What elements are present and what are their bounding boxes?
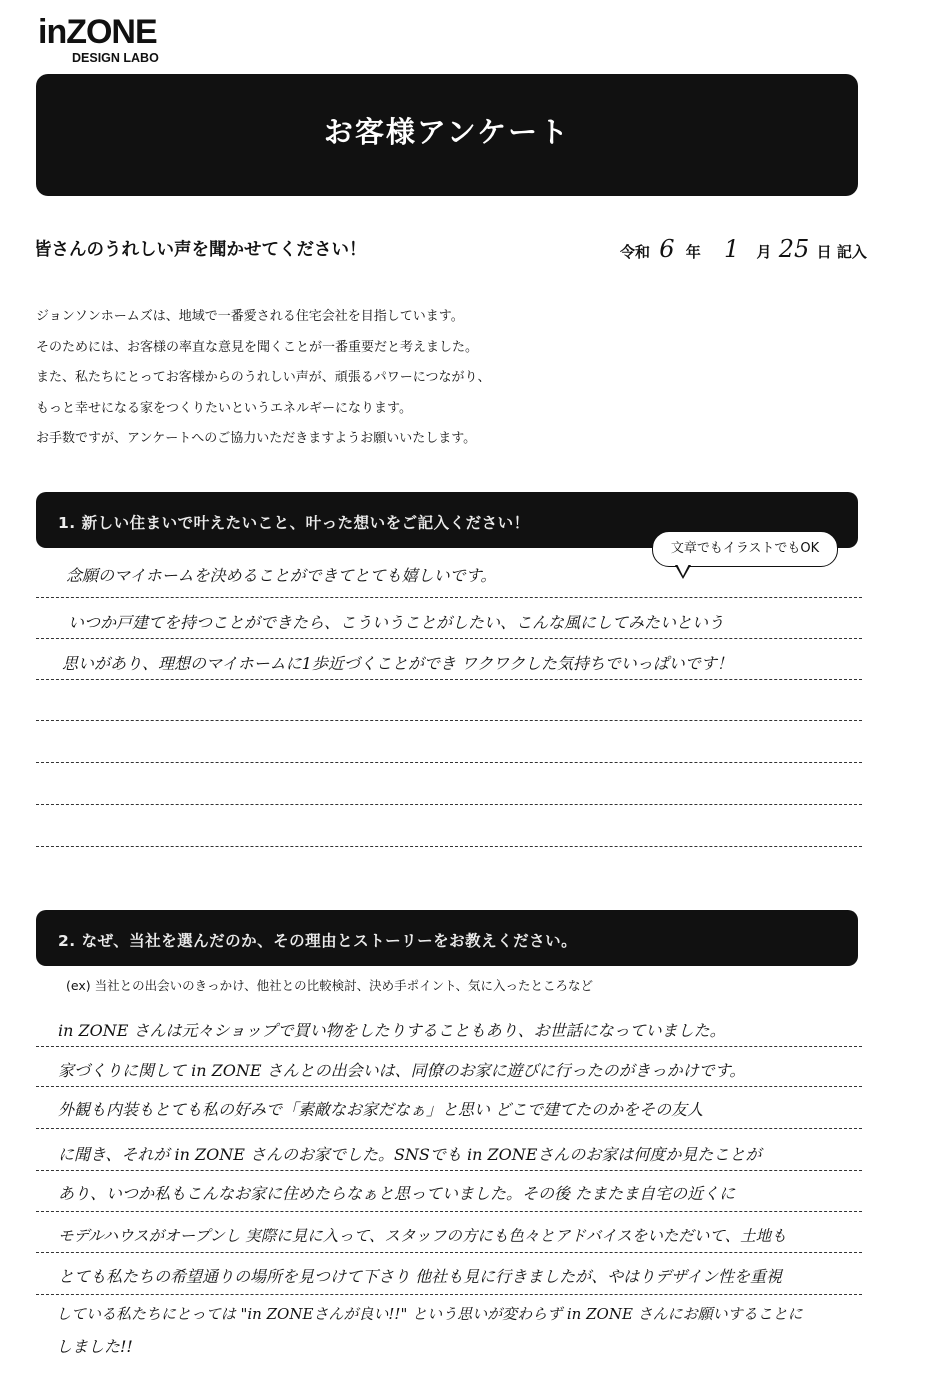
question-2-text: 2. なぜ、当社を選んだのか、その理由とストーリーをお教えください。 <box>58 932 578 950</box>
answer-rule <box>36 762 862 763</box>
section-subtitle: 皆さんのうれしい声を聞かせてください！ <box>34 240 367 260</box>
date-year-value: 6 <box>659 235 675 263</box>
answer-1-line: 念願のマイホームを決めることができてとても嬉しいです。 <box>66 566 497 585</box>
answer-rule <box>36 679 862 680</box>
speech-bubble-tail-fill <box>677 564 689 576</box>
intro-line: もっと幸せになる家をつくりたいというエネルギーになります。 <box>36 400 412 416</box>
answer-2-line: とても私たちの希望通りの場所を見つけて下さり 他社も見に行きましたが、やはりデザイン性を重視 <box>58 1267 782 1286</box>
logo-subtitle: DESIGN LABO <box>72 51 159 65</box>
answer-2-line: 外観も内装もとても私の好みで「素敵なお家だなぁ」と思い どこで建てたのかをその友人 <box>58 1100 704 1119</box>
intro-line: また、私たちにとってお客様からのうれしい声が、頑張るパワーにつながり、 <box>36 370 491 385</box>
answer-rule <box>36 597 862 598</box>
logo-wordmark: inZONE <box>38 13 157 51</box>
intro-line: そのためには、お客様の率直な意見を聞くことが一番重要だと考えました。 <box>36 339 479 355</box>
answer-rule <box>36 804 862 805</box>
intro-paragraph <box>36 302 490 455</box>
answer-2-line: in ZONE さんは元々ショップで買い物をしたりすることもあり、お世話になっていました。 <box>58 1021 726 1040</box>
date-era: 令和 <box>620 243 651 261</box>
answer-rule <box>36 1086 862 1087</box>
answer-rule <box>36 1128 862 1129</box>
answer-2-line: 家づくりに関して in ZONE さんとの出会いは、同僚のお家に遊びに行ったのがきっかけです。 <box>58 1061 746 1080</box>
answer-1-line: 思いがあり、理想のマイホームに1歩近づくことができ ワクワクした気持ちでいっぱいです！ <box>62 654 733 673</box>
date-suffix: 記入 <box>836 243 867 261</box>
date-line <box>620 232 867 269</box>
answer-rule <box>36 1252 862 1253</box>
date-month-unit: 月 <box>756 243 772 261</box>
answer-rule <box>36 1170 862 1171</box>
answer-2-line: しました!! <box>56 1337 133 1356</box>
page-title: お客様アンケート <box>323 115 571 149</box>
date-year-unit: 年 <box>685 243 701 261</box>
intro-line: ジョンソンホームズは、地域で一番愛される住宅会社を目指しています。 <box>36 309 464 324</box>
date-month-value: 1 <box>724 235 740 263</box>
answer-rule <box>36 1211 862 1212</box>
answer-2-line: モデルハウスがオープンし 実際に見に入って、スタッフの方にも色々とアドバイスをいただいて、土地も <box>58 1227 787 1245</box>
answer-2-line: している私たちにとっては "in ZONEさんが良い!!" という思いが変わらず in ZONE さんにお願いすることに <box>56 1305 803 1323</box>
answer-rule <box>36 1046 862 1047</box>
intro-line: お手数ですが、アンケートへのご協力いただきますようお願いいたします。 <box>36 431 477 446</box>
speech-bubble: 文章でもイラストでもOK <box>652 531 838 567</box>
question-2-example: (ex) 当社との出会いのきっかけ、他社との比較検討、決め手ポイント、気に入ったところなど <box>66 978 593 993</box>
answer-rule <box>36 720 862 721</box>
date-day-unit: 日 <box>816 243 832 261</box>
answer-rule <box>36 638 862 639</box>
answer-1-line: いつか戸建てを持つことができたら、こういうことがしたい、こんな風にしてみたいという <box>68 613 725 632</box>
date-day-value: 25 <box>778 235 810 263</box>
question-1-text: 1. 新しい住まいで叶えたいこと、叶った想いをご記入ください！ <box>58 514 530 532</box>
answer-rule <box>36 846 862 847</box>
answer-2-line: あり、いつか私もこんなお家に住めたらなぁと思っていました。その後 たまたま自宅の近くに <box>58 1184 736 1203</box>
answer-2-line: に聞き、それが in ZONE さんのお家でした。SNSでも in ZONEさんのお家は何度か見たことが <box>58 1145 762 1164</box>
answer-rule <box>36 1294 862 1295</box>
